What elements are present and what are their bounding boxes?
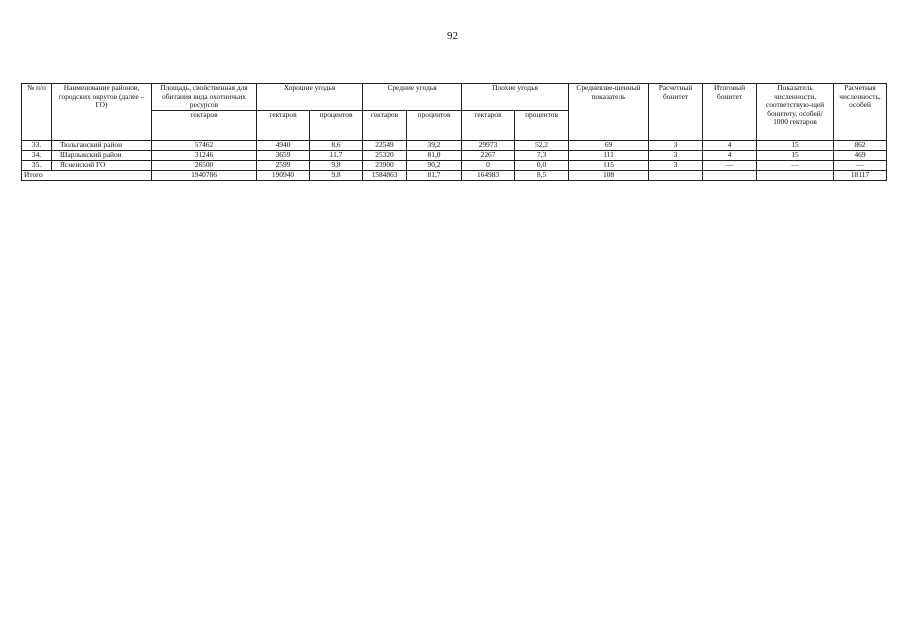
- row-medium-ha: 22549: [363, 141, 407, 151]
- header-calc-bonitet: Расчетный бонитет: [649, 84, 703, 141]
- row-poor-pct: 0,0: [515, 161, 569, 171]
- row-density: —: [757, 161, 834, 171]
- total-final-bonitet: [703, 171, 757, 181]
- row-density: 15: [757, 141, 834, 151]
- row-medium-ha: 25320: [363, 151, 407, 161]
- row-good-pct: 9,8: [310, 161, 363, 171]
- page-number: 92: [447, 30, 458, 42]
- table-row: [22, 141, 887, 151]
- bonitet-table: [21, 83, 887, 181]
- total-calc-count: 18117: [834, 171, 887, 181]
- row-name: Ясненский ГО: [52, 161, 152, 171]
- row-final-bonitet: 4: [703, 141, 757, 151]
- row-calc-count: 862: [834, 141, 887, 151]
- unit-good-pct: процентов: [310, 111, 363, 141]
- row-poor-pct: 52,2: [515, 141, 569, 151]
- total-medium-pct: 81,7: [407, 171, 462, 181]
- row-calc-count: 469: [834, 151, 887, 161]
- header-calc-count: Расчетная численность, особей: [834, 84, 887, 141]
- row-num: 34.: [22, 151, 52, 161]
- total-area: 1940786: [152, 171, 257, 181]
- row-good-ha: 2599: [257, 161, 310, 171]
- header-num: № п/п: [22, 84, 52, 141]
- total-poor-pct: 8,5: [515, 171, 569, 181]
- row-final-bonitet: 4: [703, 151, 757, 161]
- row-num: 35.: [22, 161, 52, 171]
- header-area: Площадь, свойственная для обитания вида охотничьих ресурсов: [152, 84, 257, 111]
- row-medium-ha: 23900: [363, 161, 407, 171]
- total-good-pct: 9,8: [310, 171, 363, 181]
- row-area: 57462: [152, 141, 257, 151]
- row-poor-ha: 29973: [462, 141, 515, 151]
- total-calc-bonitet: [649, 171, 703, 181]
- unit-area: гектаров: [152, 111, 257, 141]
- row-poor-ha: 0: [462, 161, 515, 171]
- header-final-bonitet: Итоговый бонитет: [703, 84, 757, 141]
- header-weighted: Средневзве-шенный показатель: [569, 84, 649, 141]
- row-poor-ha: 2267: [462, 151, 515, 161]
- unit-poor-ha: гектаров: [462, 111, 515, 141]
- total-poor-ha: 164983: [462, 171, 515, 181]
- header-good: Хорошие угодья: [257, 84, 363, 111]
- row-weighted: 115: [569, 161, 649, 171]
- table-row: [22, 161, 887, 171]
- total-row: [22, 171, 887, 181]
- row-calc-bonitet: 3: [649, 141, 703, 151]
- header-poor: Плохие угодья: [462, 84, 569, 111]
- row-medium-pct: 90,2: [407, 161, 462, 171]
- row-good-ha: 4940: [257, 141, 310, 151]
- total-label: Итого: [22, 171, 152, 181]
- row-calc-count: —: [834, 161, 887, 171]
- header-density: Показатель численности, соответствую-щей бонитету, особей/ 1000 гектаров: [757, 84, 834, 141]
- table-row: [22, 151, 887, 161]
- row-medium-pct: 39,2: [407, 141, 462, 151]
- header-row: [22, 84, 887, 111]
- total-weighted: 108: [569, 171, 649, 181]
- row-name: Тюльганский район: [52, 141, 152, 151]
- total-medium-ha: 1584863: [363, 171, 407, 181]
- row-density: 15: [757, 151, 834, 161]
- row-good-pct: 8,6: [310, 141, 363, 151]
- row-weighted: 69: [569, 141, 649, 151]
- row-final-bonitet: —: [703, 161, 757, 171]
- header-name: Наименование районов, городских округов (далее – ГО): [52, 84, 152, 141]
- row-good-ha: 3659: [257, 151, 310, 161]
- row-poor-pct: 7,3: [515, 151, 569, 161]
- unit-medium-ha: гектаров: [363, 111, 407, 141]
- total-density: [757, 171, 834, 181]
- row-num: 33.: [22, 141, 52, 151]
- header-medium: Средние угодья: [363, 84, 462, 111]
- total-good-ha: 190940: [257, 171, 310, 181]
- row-calc-bonitet: 3: [649, 161, 703, 171]
- unit-medium-pct: процентов: [407, 111, 462, 141]
- row-area: 31246: [152, 151, 257, 161]
- row-name: Шарлыкский район: [52, 151, 152, 161]
- row-medium-pct: 81,0: [407, 151, 462, 161]
- row-weighted: 111: [569, 151, 649, 161]
- unit-poor-pct: процентов: [515, 111, 569, 141]
- row-area: 26500: [152, 161, 257, 171]
- row-calc-bonitet: 3: [649, 151, 703, 161]
- row-good-pct: 11,7: [310, 151, 363, 161]
- unit-good-ha: гектаров: [257, 111, 310, 141]
